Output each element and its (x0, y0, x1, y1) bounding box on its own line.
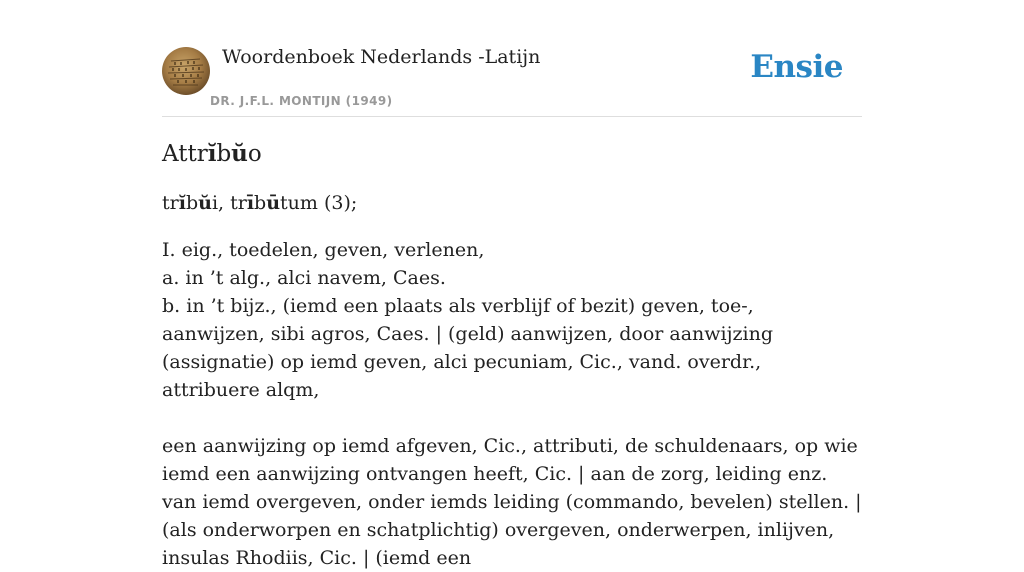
form-part: b (254, 192, 267, 214)
headword-part: Attr (162, 141, 208, 167)
form-part: ī (246, 192, 255, 214)
headword-part: ĭ (207, 140, 217, 167)
dictionary-header (162, 0, 862, 117)
form-part: ū (266, 192, 281, 214)
definition-line: a. in ’t alg., alci navem, Caes. (162, 267, 446, 289)
book-title[interactable]: Woordenboek Nederlands -Latijn (222, 46, 541, 68)
form-part: ĭ (178, 192, 186, 214)
form-part: ŭ (198, 192, 212, 214)
definition-line: een aanwijzing op iemd afgeven, Cic., attributi, de schuldenaars, op wie iemd een aanwijzing ontvangen heeft, Cic. | aan de zorg, leiding enz. van iemd overgeven, onder iemds leiding (commando, bevelen) stellen. | (als onderworpen en schatplichtig) overgeven, onderwerpen, inlijven, insulas Rhodiis, Cic. | (iemd een (162, 435, 862, 569)
form-part: b (185, 192, 199, 214)
principal-parts (162, 189, 862, 217)
form-part: i, tr (211, 192, 247, 214)
definition-line: b. in ’t bijz., (iemd een plaats als verblijf of bezit) geven, toe-, aanwijzen, sibi agros, Caes. | (geld) aanwijzen, door aanwijzing (assignatie) op iemd geven, alci pecuniam, Cic., vand. overdr., attribuere alqm, (162, 295, 773, 401)
book-author: DR. J.F.L. MONTIJN (1949) (210, 94, 393, 108)
book-cover-icon[interactable] (162, 47, 210, 95)
headword-part: o (247, 141, 262, 167)
headword-part: b (216, 141, 232, 167)
ensie-logo-link[interactable]: Ensie (750, 49, 843, 85)
form-part: tr (162, 192, 179, 214)
paragraph-gap (162, 404, 862, 432)
form-part: tum (3); (280, 192, 358, 214)
headword (162, 138, 862, 170)
dictionary-entry (162, 138, 862, 572)
entry-definition (162, 236, 862, 572)
headword-part: ŭ (231, 140, 248, 167)
definition-line: I. eig., toedelen, geven, verlenen, (162, 239, 485, 261)
